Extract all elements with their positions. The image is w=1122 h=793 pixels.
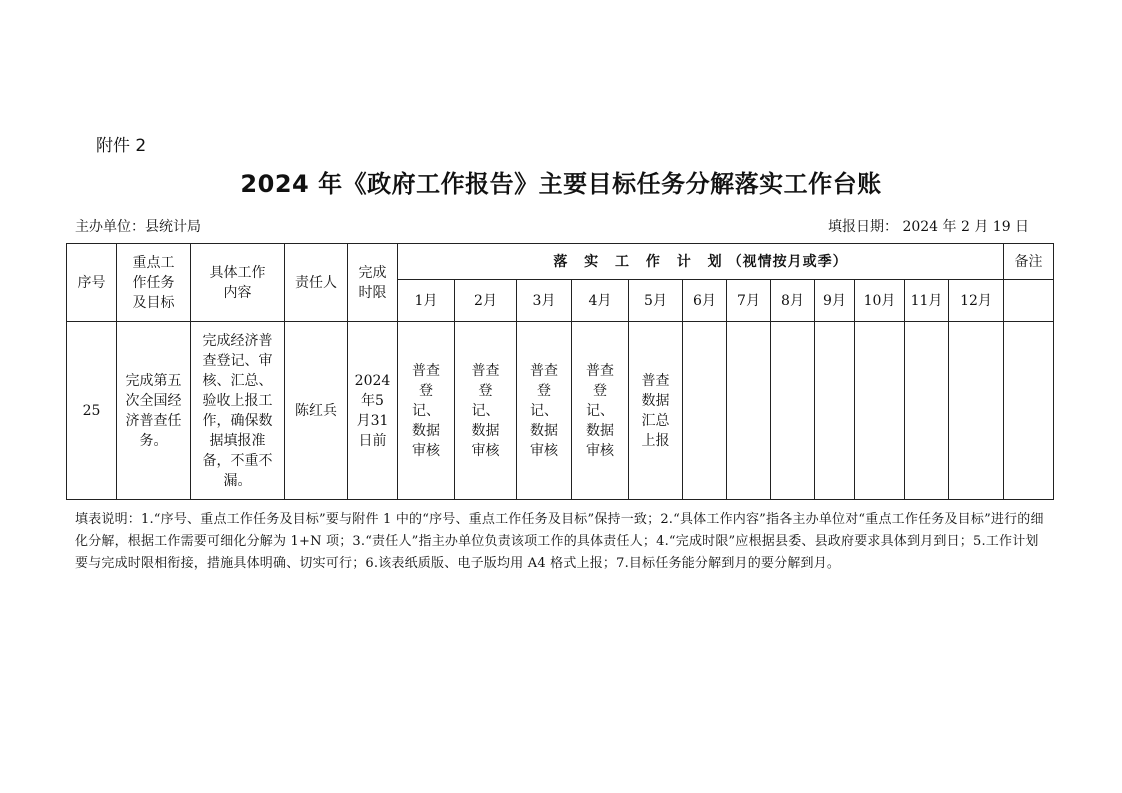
row-task: 完成第五次全国经济普查任务。 — [117, 322, 191, 500]
header-seq: 序号 — [67, 244, 117, 322]
plan-cell: 普查登记、数据审核 — [455, 322, 517, 500]
month-header: 2月 — [455, 280, 517, 322]
month-header: 10月 — [855, 280, 905, 322]
month-header: 1月 — [398, 280, 455, 322]
plan-cell — [905, 322, 949, 500]
month-header: 9月 — [815, 280, 855, 322]
row-deadline: 2024年5月31日前 — [348, 322, 398, 500]
month-header: 4月 — [572, 280, 629, 322]
row-seq: 25 — [67, 322, 117, 500]
host-unit: 主办单位：县统计局 — [75, 219, 201, 235]
filling-instructions: 填表说明：1.“序号、重点工作任务及目标”要与附件 1 中的“序号、重点工作任务及目标”保持一致；2.“具体工作内容”指各主办单位对“重点工作任务及目标”进行的细化分解，根据工作需要可细化分解为 1+N 项；3.“责任人”指主办单位负责该项工作的具体责任人；4.“完成时限”应根据县委、县政府要求具体到月到日；5.工作计划要与完成时限相衔接，措施具体明确、切实可行；6.该表纸质版、电子版均用 A4 格式上报；7.目标任务能分解到月的要分解到月。 — [75, 512, 1044, 571]
month-header: 3月 — [517, 280, 572, 322]
row-remark — [1004, 322, 1054, 500]
plan-cell: 普查登记、数据审核 — [572, 322, 629, 500]
header-row-1 — [67, 244, 1054, 280]
month-header: 7月 — [727, 280, 771, 322]
header-content: 具体工作内容 — [191, 244, 285, 322]
plan-cell: 普查登记、数据审核 — [398, 322, 455, 500]
month-header: 12月 — [949, 280, 1004, 322]
header-task: 重点工作任务及目标 — [117, 244, 191, 322]
plan-cell — [727, 322, 771, 500]
document-title: 2024 年《政府工作报告》主要目标任务分解落实工作台账 — [240, 170, 882, 198]
report-date: 填报日期： 2024 年 2 月 19 日 — [828, 219, 1030, 235]
plan-cell — [771, 322, 815, 500]
month-header: 11月 — [905, 280, 949, 322]
month-header: 6月 — [683, 280, 727, 322]
header-remark: 备注 — [1004, 244, 1054, 280]
header-plan: 落 实 工 作 计 划（视情按月或季） — [398, 244, 1004, 280]
table-row — [67, 322, 1054, 500]
header-person: 责任人 — [285, 244, 348, 322]
row-content: 完成经济普查登记、审核、汇总、验收上报工作，确保数据填报准备，不重不漏。 — [191, 322, 285, 500]
plan-cell: 普查数据汇总上报 — [629, 322, 683, 500]
plan-cell: 普查登记、数据审核 — [517, 322, 572, 500]
header-deadline: 完成时限 — [348, 244, 398, 322]
attachment-label: 附件 2 — [96, 136, 147, 156]
month-header: 8月 — [771, 280, 815, 322]
task-ledger-table — [66, 243, 1054, 500]
plan-cell — [815, 322, 855, 500]
remark-subheader — [1004, 280, 1054, 322]
row-person: 陈红兵 — [285, 322, 348, 500]
plan-cell — [855, 322, 905, 500]
plan-cell — [949, 322, 1004, 500]
plan-cell — [683, 322, 727, 500]
month-header: 5月 — [629, 280, 683, 322]
